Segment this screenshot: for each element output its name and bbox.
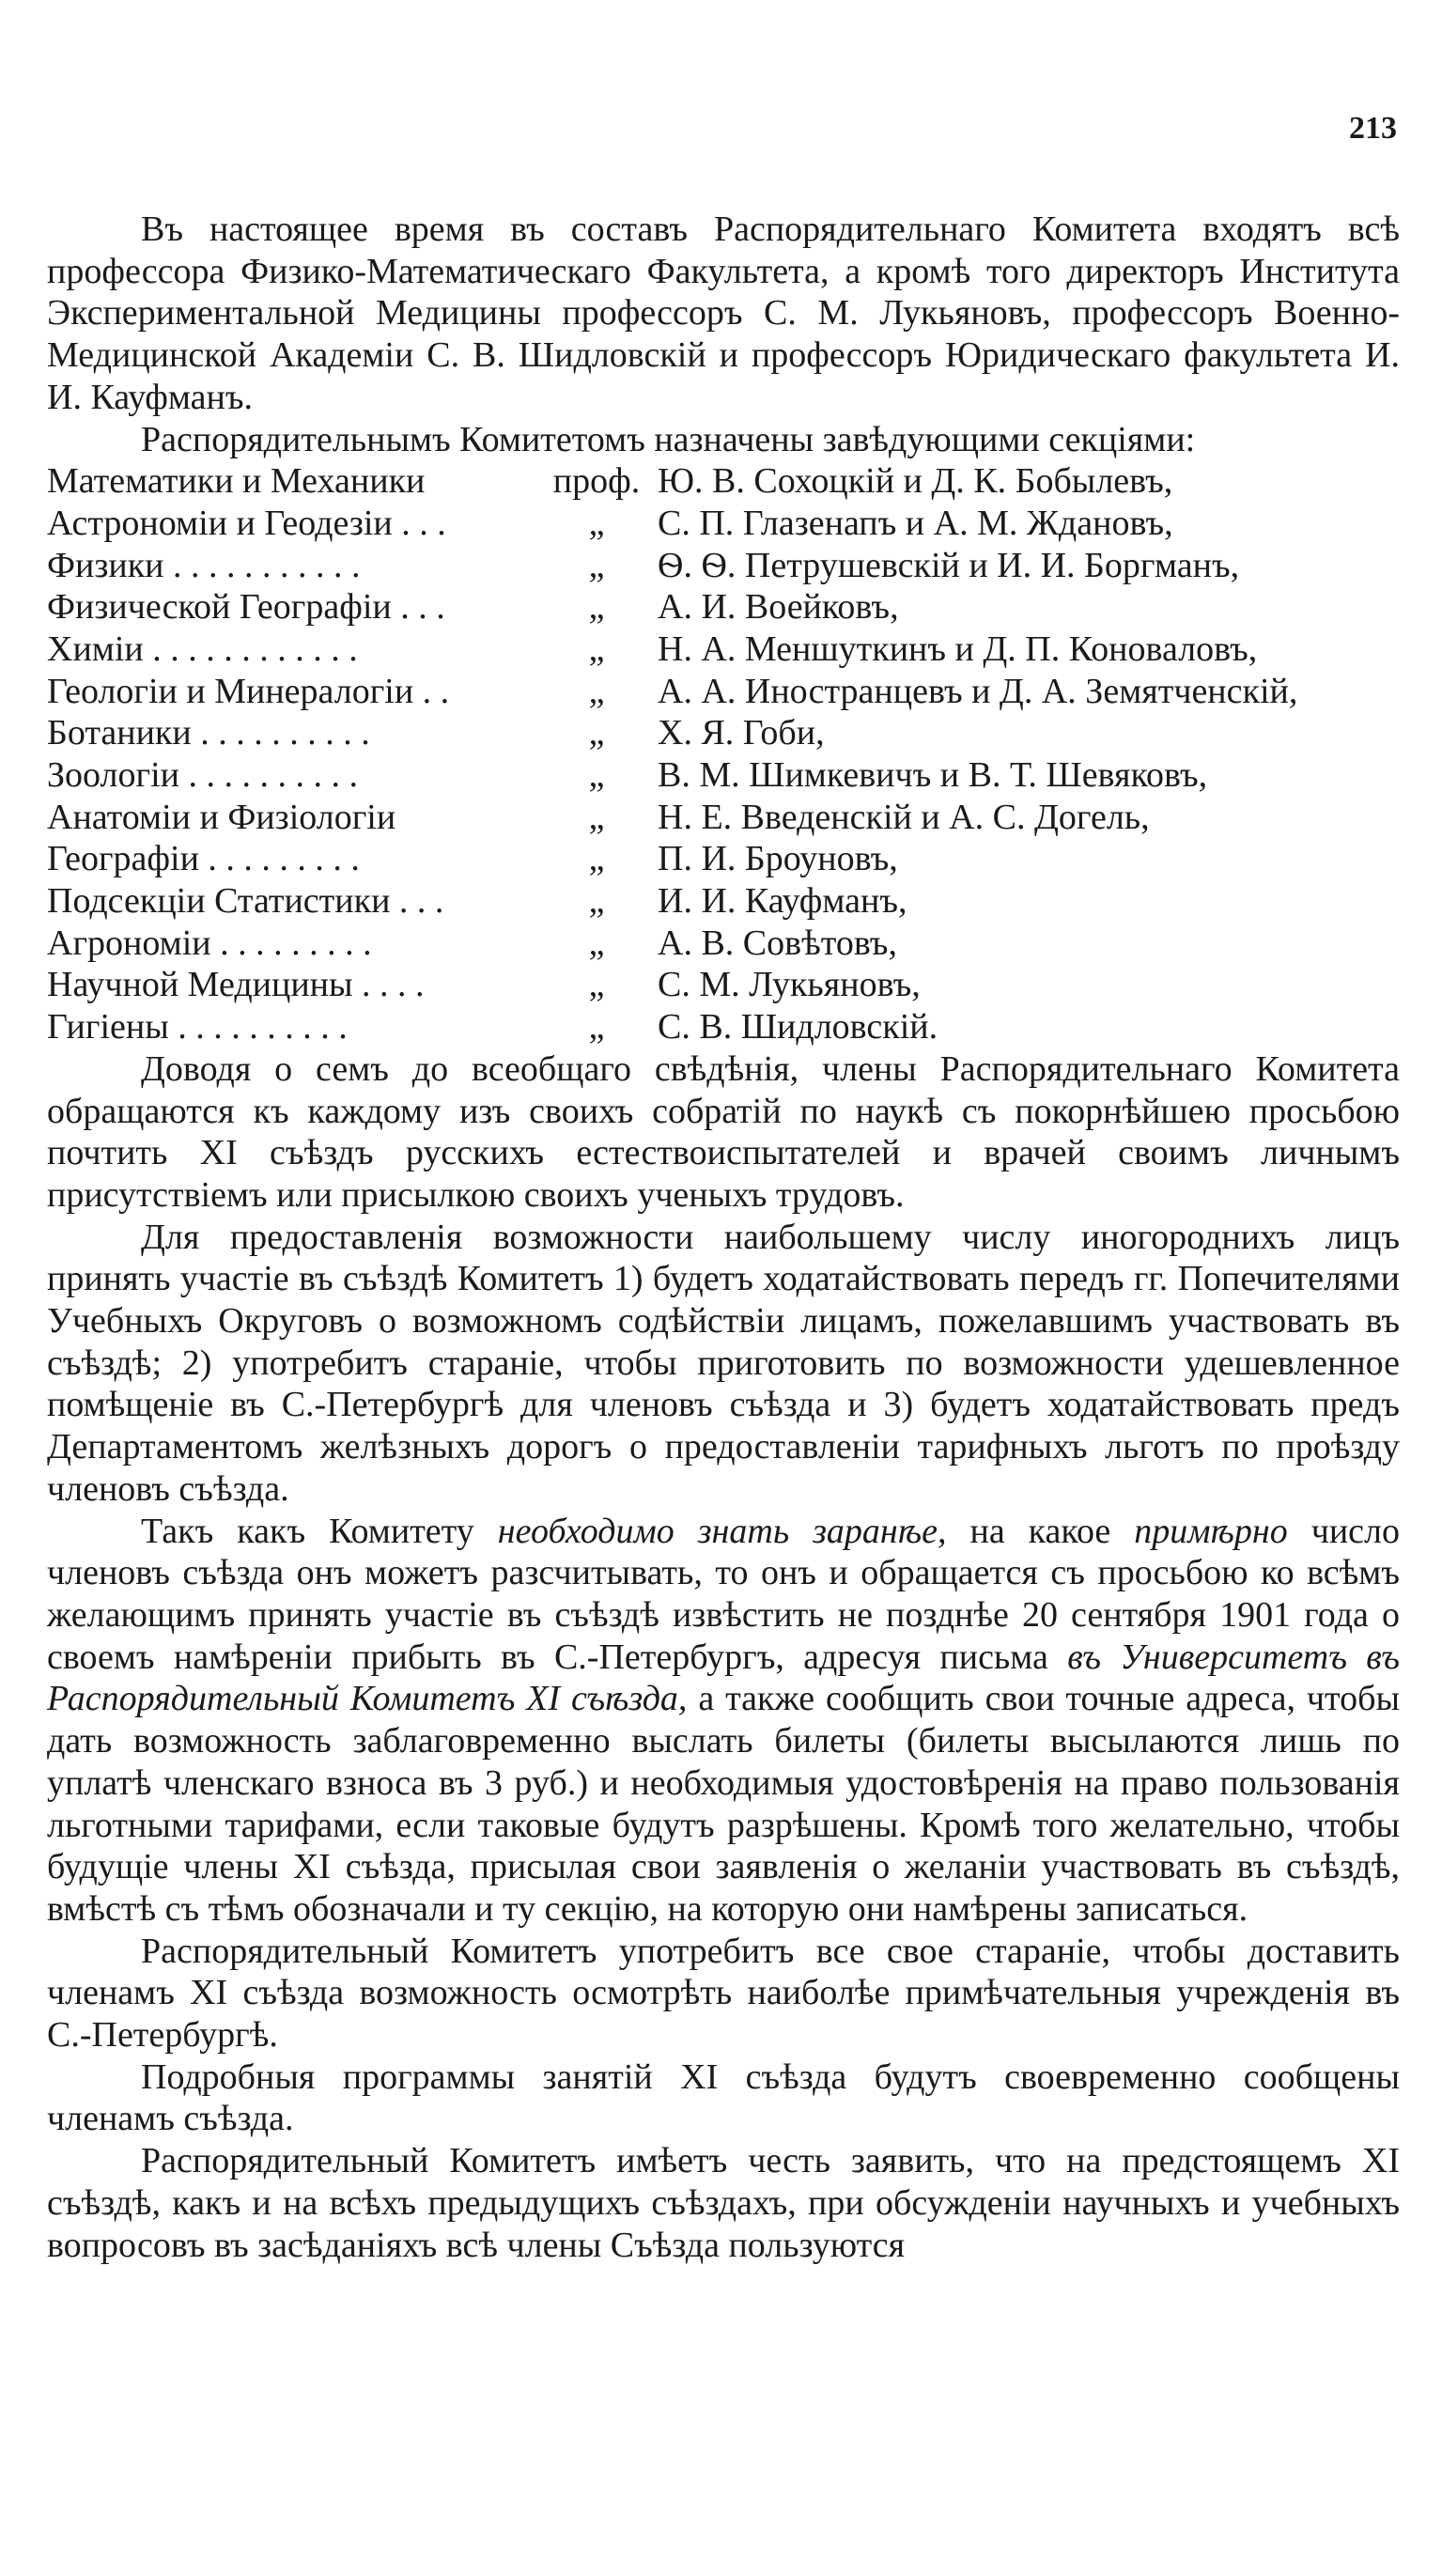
section-row bbox=[47, 503, 1400, 545]
paragraph-registration bbox=[47, 1511, 1400, 1931]
section-row bbox=[47, 460, 1400, 503]
section-row bbox=[47, 880, 1400, 923]
section-title-mark: „ bbox=[588, 545, 605, 585]
section-heads: С. М. Лукьяновъ, bbox=[658, 965, 921, 1005]
section-title-mark: проф. bbox=[552, 461, 641, 502]
section-row bbox=[47, 628, 1400, 671]
section-name: Гигіены . . . . . . . . . . bbox=[47, 1007, 348, 1047]
section-name: Химіи . . . . . . . . . . . . bbox=[47, 628, 358, 669]
text-span: число членовъ съѣзда онъ можетъ разсчитывать, то онъ и обращается съ просьбою ко всѣмъ желающимъ принять участіе въ съѣздѣ извѣстить не позднѣе 20 сентября 1901 года о своемъ намѣреніи прибыть въ С.-Петербургъ, адресуя письма bbox=[47, 1511, 1400, 1677]
section-heads: Х. Я. Гоби, bbox=[658, 713, 825, 753]
section-heads: Н. Е. Введенскій и А. С. Догель, bbox=[658, 797, 1150, 837]
section-title-mark: „ bbox=[588, 587, 605, 628]
body-text bbox=[47, 209, 1400, 2266]
section-name: Подсекціи Статистики . . . bbox=[47, 881, 444, 922]
section-title-mark: „ bbox=[588, 713, 605, 753]
paragraph-programs: Подробныя программы занятій XI съѣзда будутъ своевременно сообщены членамъ съѣзда. bbox=[47, 2056, 1400, 2139]
text-span: на какое bbox=[946, 1511, 1135, 1551]
section-title-mark: „ bbox=[588, 881, 605, 922]
section-name: Зоологіи . . . . . . . . . . bbox=[47, 755, 358, 796]
section-title-mark: „ bbox=[588, 797, 605, 837]
section-title-mark: „ bbox=[588, 965, 605, 1005]
section-title-mark: „ bbox=[588, 671, 605, 711]
paragraph-committee-composition: Въ настоящее время въ составъ Распорядительнаго Комитета входятъ всѣ профессора Физико-Математическаго Факультета, а кромѣ того директоръ Института Экспериментальной Медицины профессоръ С. М. Лукьяновъ, профессоръ Военно-Медицинской Академіи С. В. Шидловскій и профессоръ Юридическаго факультета И. И. Кауфманъ. bbox=[47, 209, 1400, 417]
section-row bbox=[47, 1006, 1400, 1048]
section-name: Физики . . . . . . . . . . . bbox=[47, 545, 361, 585]
section-row bbox=[47, 838, 1400, 880]
italic-span: необходимо знать заранѣе, bbox=[497, 1511, 947, 1551]
sections-intro: Распорядительнымъ Комитетомъ назначены завѣдующими секціями: bbox=[141, 419, 1196, 459]
section-heads: А. А. Иностранцевъ и Д. А. Земятченскій, bbox=[658, 671, 1298, 711]
section-row bbox=[47, 754, 1400, 797]
section-name: Географіи . . . . . . . . . bbox=[47, 839, 360, 879]
section-row bbox=[47, 586, 1400, 628]
text-span: а также сообщить свои точные адреса, чтобы дать возможность заблаговременно выслать билеты (билеты высылаются лишь по уплатѣ членскаго взноса въ 3 руб.) и необходимыя удостовѣренія на право пользованія льготными тарифами, если таковые будутъ разрѣшены. Кромѣ того желательно, чтобы будущіе члены XI съѣзда, присылая свои заявленія о желаніи участвовать въ съѣздѣ, вмѣстѣ съ тѣмъ обозначали и ту секцію, на которую они намѣрены записаться. bbox=[47, 1679, 1400, 1929]
section-heads: А. В. Совѣтовъ, bbox=[658, 923, 897, 963]
section-name: Геологіи и Минералогіи . . bbox=[47, 671, 450, 711]
section-name: Ботаники . . . . . . . . . . bbox=[47, 713, 370, 753]
section-title-mark: „ bbox=[588, 755, 605, 796]
section-heads: Н. А. Меншуткинъ и Д. П. Коноваловъ, bbox=[658, 628, 1258, 669]
paragraph-visits: Распорядительный Комитетъ употребитъ все свое стараніе, чтобы доставить членамъ XI съѣзда возможность осмотрѣть наиболѣе примѣчательныя учрежденія въ С.-Петербургѣ. bbox=[47, 1931, 1400, 2056]
paragraph-travel-arrangements: Для предоставленія возможности наибольшему числу иногороднихъ лицъ принять участіе въ съѣздѣ Комитетъ 1) будетъ ходатайствовать передъ гг. Попечителями Учебныхъ Округовъ о возможномъ содѣйствіи лицамъ, пожелавшимъ участвовать въ съѣздѣ; 2) употребитъ стараніе, чтобы приготовить по возможности удешевленное помѣщеніе въ С.-Петербургѣ для членовъ съѣзда и 3) будетъ ходатайствовать предъ Департаментомъ желѣзныхъ дорогъ о предоставленіи тарифныхъ льготъ по проѣзду членовъ съѣзда. bbox=[47, 1217, 1400, 1509]
section-title-mark: „ bbox=[588, 923, 605, 963]
section-title-mark: „ bbox=[588, 628, 605, 669]
section-title-mark: „ bbox=[588, 839, 605, 879]
section-name: Научной Медицины . . . . bbox=[47, 965, 425, 1005]
section-name: Математики и Механики bbox=[47, 461, 426, 502]
section-name: Физической Географіи . . . bbox=[47, 587, 445, 628]
section-heads: П. И. Броуновъ, bbox=[658, 839, 898, 879]
section-heads-list bbox=[47, 460, 1400, 1048]
section-heads: Ѳ. Ѳ. Петрушевскій и И. И. Боргманъ, bbox=[658, 545, 1240, 585]
text-span: Такъ какъ Комитету bbox=[141, 1511, 498, 1551]
paragraph-discussion-rights: Распорядительный Комитетъ имѣетъ честь заявить, что на предстоящемъ XI съѣздѣ, какъ и на всѣхъ предыдущихъ съѣздахъ, при обсужденіи научныхъ и учебныхъ вопросовъ въ засѣданіяхъ всѣ члены Съѣзда пользуются bbox=[47, 2141, 1400, 2265]
section-title-mark: „ bbox=[588, 503, 605, 543]
section-name: Анатоміи и Физіологіи bbox=[47, 797, 396, 837]
section-row bbox=[47, 964, 1400, 1006]
italic-span: примѣрно bbox=[1134, 1511, 1288, 1551]
page-number: 213 bbox=[1349, 111, 1397, 146]
section-name: Агрономіи . . . . . . . . . bbox=[47, 923, 372, 963]
section-heads: С. П. Глазенапъ и А. М. Ждановъ, bbox=[658, 503, 1173, 543]
section-heads: В. М. Шимкевичъ и В. Т. Шевяковъ, bbox=[658, 755, 1208, 796]
section-row bbox=[47, 923, 1400, 965]
section-heads: А. И. Воейковъ, bbox=[658, 587, 899, 628]
section-heads: С. В. Шидловскій. bbox=[658, 1007, 938, 1047]
section-title-mark: „ bbox=[588, 1007, 605, 1047]
section-row bbox=[47, 712, 1400, 754]
paragraph-appeal: Доводя о семъ до всеобщаго свѣдѣнія, члены Распорядительнаго Комитета обращаются къ каждому изъ своихъ собратій по наукѣ съ покорнѣйшею просьбою почтить XI съѣздъ русскихъ естествоиспытателей и врачей своимъ личнымъ присутствіемъ или присылкою своихъ ученыхъ трудовъ. bbox=[47, 1048, 1400, 1215]
section-row bbox=[47, 671, 1400, 713]
section-heads: И. И. Кауфманъ, bbox=[658, 881, 907, 922]
italic-span: въ Университетъ въ Распорядительный Комитетъ XI съѣзда, bbox=[47, 1637, 1400, 1719]
section-name: Астрономіи и Геодезіи . . . bbox=[47, 503, 446, 543]
section-row bbox=[47, 797, 1400, 839]
section-row bbox=[47, 545, 1400, 587]
section-heads: Ю. В. Сохоцкій и Д. К. Бобылевъ, bbox=[658, 461, 1173, 502]
